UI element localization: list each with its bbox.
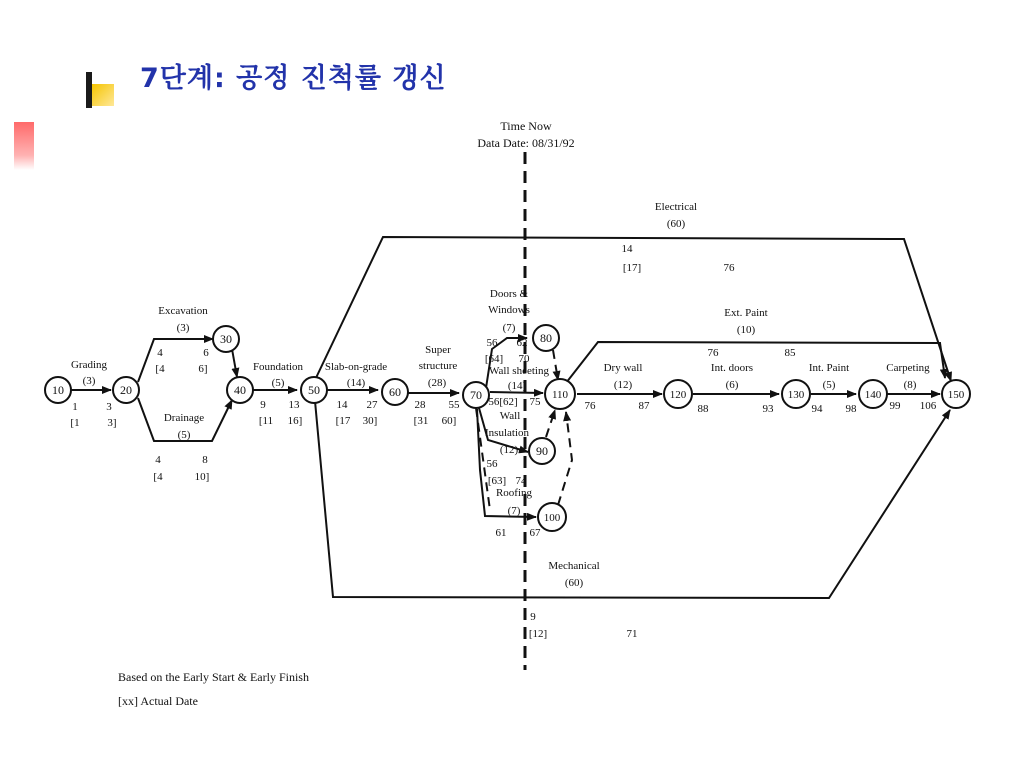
slide-title: 7단계: 공정 진척률 갱신	[140, 63, 447, 94]
excavation-actual-start: [4	[155, 363, 165, 375]
edge-dummy-100-110	[558, 412, 572, 505]
ext-paint-early-finish: 85	[784, 347, 796, 359]
mechanical-name: Mechanical	[548, 560, 600, 572]
grading-duration: (3)	[82, 375, 96, 387]
excavation-early-start: 4	[157, 347, 163, 359]
roofing-early-start: 61	[495, 527, 507, 539]
slab-name: Slab-on-grade	[324, 361, 388, 373]
electrical-early-finish: 76	[723, 262, 735, 274]
int-doors-duration: (6)	[725, 379, 739, 391]
edge-excavation	[138, 339, 213, 382]
edge-dummy-80-110	[553, 350, 558, 380]
superstructure-name-line2: structure	[418, 360, 458, 372]
wall-sheeting-name: Wall sheeting	[489, 365, 549, 377]
mechanical-duration: (60)	[564, 577, 584, 589]
superstructure-actual-finish: 60]	[441, 415, 457, 427]
doors-windows-actual-start: [64]	[484, 353, 504, 365]
drainage-actual-finish: 10]	[194, 471, 210, 483]
edge-dummy-90-110	[546, 410, 555, 437]
node-30-label: 30	[220, 332, 232, 346]
drainage-early-finish: 8	[202, 454, 208, 466]
edge-wall-sheeting	[490, 392, 543, 393]
wall-insulation-early-finish: 74	[515, 475, 527, 487]
foundation-actual-start: [11	[258, 415, 274, 427]
wall-insulation-name-line2: Insulation	[485, 427, 529, 439]
node-120-label: 120	[669, 389, 687, 401]
grading-name: Grading	[70, 359, 108, 371]
excavation-duration: (3)	[176, 322, 190, 334]
foundation-actual-finish: 16]	[287, 415, 303, 427]
dry-wall-early-finish: 87	[638, 400, 650, 412]
mechanical-early-finish: 71	[626, 628, 638, 640]
doors-windows-name-line2: Windows	[488, 304, 530, 316]
node-40-label: 40	[234, 383, 246, 397]
edge-electrical	[315, 237, 951, 381]
int-doors-name: Int. doors	[710, 362, 754, 374]
edge-mechanical	[315, 401, 950, 598]
data-date-label: Data Date: 08/31/92	[477, 136, 575, 150]
int-paint-early-start: 94	[811, 403, 823, 415]
node-50-label: 50	[308, 383, 320, 397]
footnote-basis: Based on the Early Start & Early Finish	[118, 670, 309, 684]
node-100-label: 100	[543, 512, 561, 524]
wall-sheeting-duration: (14)	[507, 380, 527, 392]
drainage-early-start: 4	[155, 454, 161, 466]
int-doors-early-finish: 93	[762, 403, 774, 415]
node-10-label: 10	[52, 383, 64, 397]
slab-duration: (14)	[346, 377, 366, 389]
slab-early-finish: 27	[366, 399, 378, 411]
dry-wall-early-start: 76	[584, 400, 596, 412]
drainage-actual-start: [4	[153, 471, 163, 483]
doors-windows-early-start: 56	[486, 337, 498, 349]
foundation-name: Foundation	[252, 361, 304, 373]
slab-early-start: 14	[336, 399, 348, 411]
grading-early-finish: 3	[106, 401, 112, 413]
electrical-early-start: 14	[621, 243, 633, 255]
doors-windows-early-finish: 62	[516, 337, 528, 349]
foundation-early-finish: 13	[288, 399, 300, 411]
carpeting-name: Carpeting	[886, 362, 930, 374]
doors-windows-name-line1: Doors &	[489, 288, 529, 300]
electrical-actual-start: [17]	[622, 262, 642, 274]
node-140-label: 140	[864, 389, 882, 401]
node-20-label: 20	[120, 383, 132, 397]
wall-insulation-name-line1: Wall	[499, 410, 521, 422]
foundation-early-start: 9	[260, 399, 266, 411]
roofing-duration: (7)	[507, 505, 521, 517]
carpeting-early-start: 99	[889, 400, 901, 412]
edge-dummy-30-40	[232, 349, 237, 377]
slab-actual-finish: 30]	[362, 415, 378, 427]
mechanical-actual-start: [12]	[528, 628, 548, 640]
doors-windows-actual-finish: 70	[518, 353, 530, 365]
int-paint-name: Int. Paint	[808, 362, 850, 374]
slab-actual-start: [17	[335, 415, 351, 427]
node-80-label: 80	[540, 331, 552, 345]
grading-early-start: 1	[72, 401, 78, 413]
superstructure-duration: (28)	[427, 377, 447, 389]
superstructure-actual-start: [31	[413, 415, 429, 427]
grading-actual-finish: 3]	[107, 417, 117, 429]
ext-paint-name: Ext. Paint	[724, 307, 768, 319]
wall-insulation-actual-start: [63]	[487, 475, 507, 487]
wall-insulation-duration: (12)	[499, 444, 519, 456]
int-doors-early-start: 88	[697, 403, 709, 415]
wall-sheeting-early-finish: 75	[529, 396, 541, 408]
drainage-duration: (5)	[177, 429, 191, 441]
excavation-early-finish: 6	[203, 347, 209, 359]
excavation-name: Excavation	[158, 305, 208, 317]
roofing-early-finish: 67	[529, 527, 541, 539]
int-paint-duration: (5)	[822, 379, 836, 391]
superstructure-early-start: 28	[414, 399, 426, 411]
int-paint-early-finish: 98	[845, 403, 857, 415]
node-70-label: 70	[470, 388, 482, 402]
footnote-actual-date: [xx] Actual Date	[118, 694, 198, 708]
time-now-label: Time Now	[500, 119, 552, 133]
grading-actual-start: [1	[70, 417, 80, 429]
node-90-label: 90	[536, 444, 548, 458]
doors-windows-duration: (7)	[502, 322, 516, 334]
dry-wall-duration: (12)	[613, 379, 633, 391]
drainage-name: Drainage	[163, 412, 205, 424]
node-60-label: 60	[389, 385, 401, 399]
excavation-actual-finish: 6]	[198, 363, 208, 375]
wall-sheeting-early-start: 56[62]	[488, 396, 518, 408]
node-110-label: 110	[551, 389, 569, 401]
superstructure-name-line1: Super	[425, 344, 451, 356]
dry-wall-name: Dry wall	[603, 362, 643, 374]
foundation-duration: (5)	[271, 377, 285, 389]
wall-insulation-early-start: 56	[486, 458, 498, 470]
ext-paint-duration: (10)	[736, 324, 756, 336]
ext-paint-early-start: 76	[707, 347, 719, 359]
superstructure-early-finish: 55	[448, 399, 460, 411]
mechanical-early-start: 9	[530, 611, 536, 623]
electrical-duration: (60)	[666, 218, 686, 230]
carpeting-early-finish: 106	[919, 400, 937, 412]
roofing-name: Roofing	[495, 487, 533, 499]
electrical-name: Electrical	[654, 201, 698, 213]
node-130-label: 130	[787, 389, 805, 401]
node-150-label: 150	[947, 389, 965, 401]
carpeting-duration: (8)	[903, 379, 917, 391]
